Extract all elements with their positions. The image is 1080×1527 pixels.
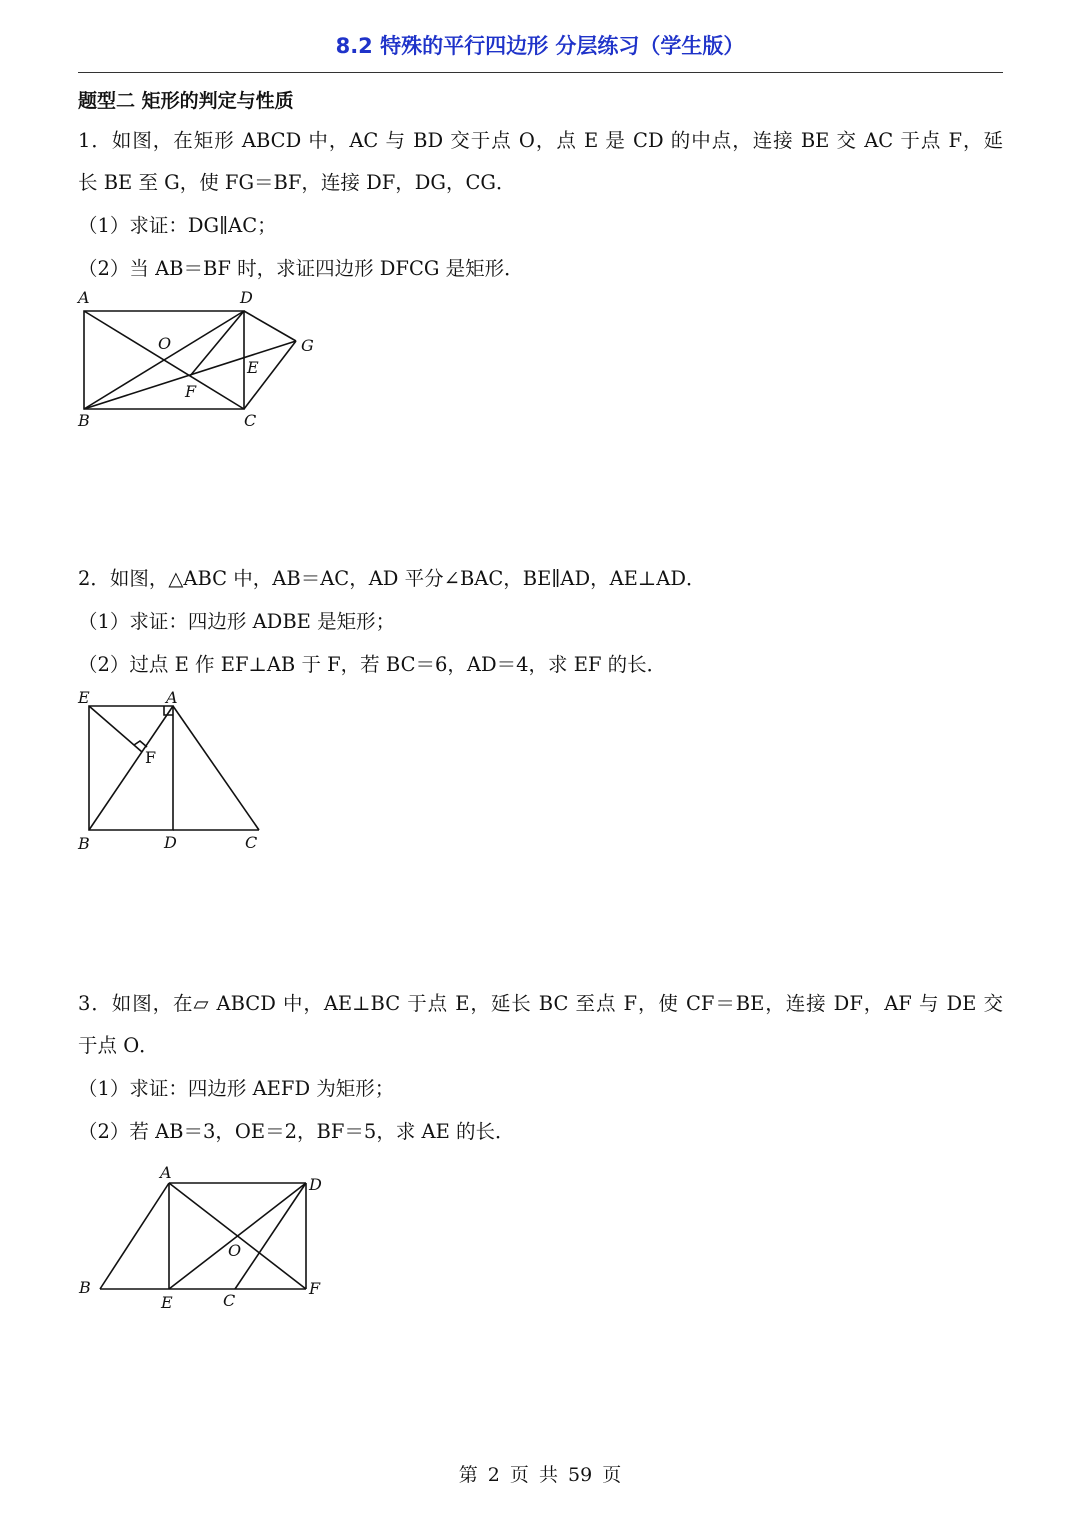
label-e: E xyxy=(161,1293,173,1312)
section-title: 题型二 矩形的判定与性质 xyxy=(78,90,294,112)
segment-ef xyxy=(89,706,142,752)
problem-1-stem-line-1: 1．如图，在矩形 ABCD 中，AC 与 BD 交于点 O，点 E 是 CD 的中点，连接 BE 交 AC 于点 F，延 xyxy=(78,129,1003,152)
label-d: D xyxy=(240,288,253,307)
problem-3-part-1: （1）求证：四边形 AEFD 为矩形； xyxy=(78,1077,395,1100)
label-c: C xyxy=(245,833,258,852)
problem-3-part-2: （2）若 AB＝3，OE＝2，BF＝5，求 AE 的长． xyxy=(78,1120,515,1143)
label-b: B xyxy=(78,834,90,853)
label-d: D xyxy=(164,833,177,852)
problem-2-figure xyxy=(70,685,280,855)
label-f: F xyxy=(185,382,197,401)
problem-2-part-1: （1）求证：四边形 ADBE 是矩形； xyxy=(78,610,396,633)
label-c: C xyxy=(223,1291,236,1310)
segment-dg xyxy=(244,311,296,341)
problem-2-part-2: （2）过点 E 作 EF⊥AB 于 F，若 BC＝6，AD＝4，求 EF 的长． xyxy=(78,653,667,676)
problem-2-stem: 2．如图，△ABC 中，AB＝AC，AD 平分∠BAC，BE∥AD，AE⊥AD． xyxy=(78,567,706,590)
label-g: G xyxy=(301,336,314,355)
label-o: O xyxy=(228,1241,242,1260)
segment-ac xyxy=(173,706,259,830)
segment-ab xyxy=(89,706,173,830)
problem-3-figure xyxy=(70,1160,340,1315)
label-e: E xyxy=(78,688,90,707)
label-f: F xyxy=(145,748,157,767)
problem-1-stem-line-2: 长 BE 至 G，使 FG＝BF，连接 DF，DG，CG． xyxy=(78,171,516,194)
header-divider xyxy=(78,72,1003,73)
label-a: A xyxy=(78,288,90,307)
problem-1-figure xyxy=(70,285,330,435)
label-b: B xyxy=(79,1278,91,1297)
label-e: E xyxy=(247,358,259,377)
page-header-title: 8.2 特殊的平行四边形 分层练习（学生版） xyxy=(335,34,745,58)
segment-dc xyxy=(235,1183,306,1289)
segment-ba xyxy=(100,1183,169,1289)
label-f: F xyxy=(309,1279,321,1298)
label-a: A xyxy=(166,688,178,707)
label-c: C xyxy=(244,411,257,430)
label-b: B xyxy=(78,411,90,430)
problem-3-stem-line-1: 3．如图，在▱ ABCD 中，AE⊥BC 于点 E，延长 BC 至点 F，使 CF＝BE，连接 DF，AF 与 DE 交 xyxy=(78,992,1003,1015)
problem-3-stem-line-2: 于点 O． xyxy=(78,1034,159,1057)
label-d: D xyxy=(309,1175,322,1194)
label-o: O xyxy=(158,334,172,353)
page-number-footer: 第 2 页 共 59 页 xyxy=(458,1464,622,1486)
label-a: A xyxy=(160,1163,172,1182)
problem-1-part-2: （2）当 AB＝BF 时，求证四边形 DFCG 是矩形． xyxy=(78,257,524,280)
problem-1-part-1: （1）求证：DG∥AC； xyxy=(78,214,277,237)
